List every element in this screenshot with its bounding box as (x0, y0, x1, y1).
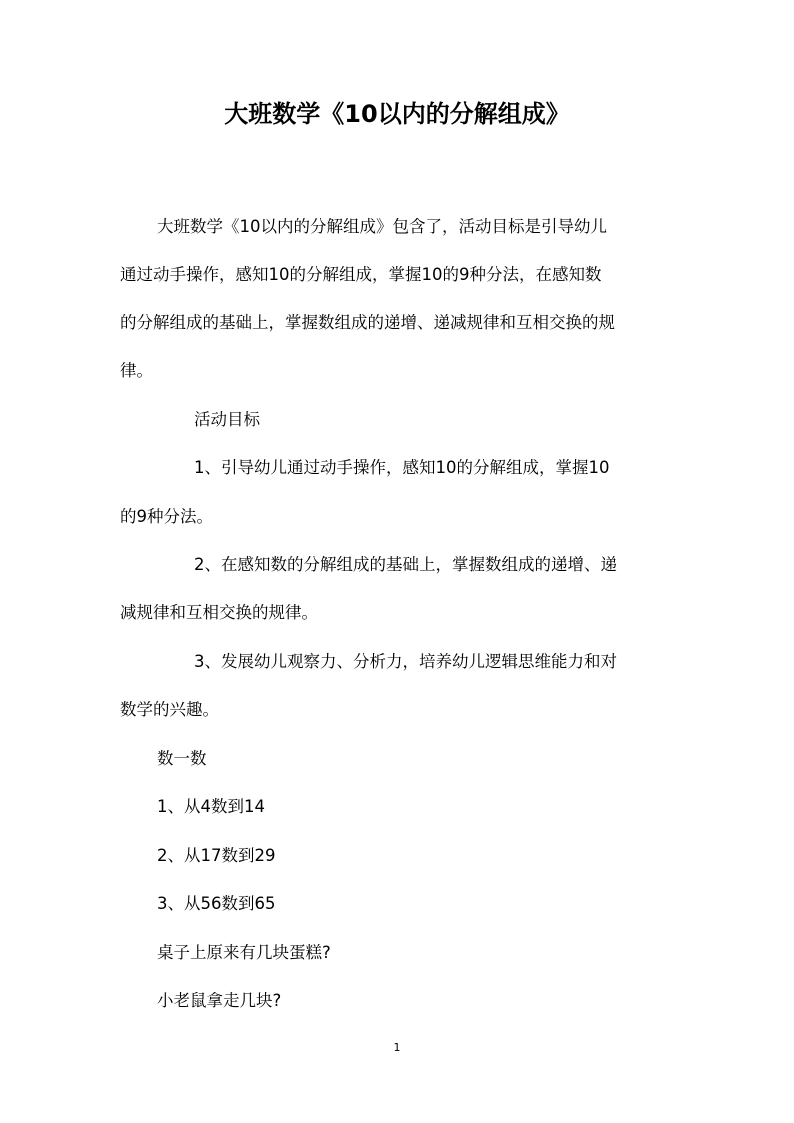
intro-line: 大班数学《10以内的分解组成》包含了，活动目标是引导幼儿 (157, 217, 607, 236)
goal-item-line: 的9种分法。 (120, 507, 213, 526)
goal-item-line: 数学的兴趣。 (120, 700, 219, 719)
question-line: 桌子上原来有几块蛋糕? (157, 943, 331, 962)
goal-item-line: 3、发展幼儿观察力、分析力，培养幼儿逻辑思维能力和对 (194, 652, 617, 671)
question-line: 小老鼠拿走几块? (157, 991, 282, 1010)
count-item: 3、从56数到65 (157, 894, 276, 913)
count-heading: 数一数 (157, 749, 207, 768)
goal-item-line: 减规律和互相交换的规律。 (120, 603, 318, 622)
goal-item-line: 1、引导幼儿通过动手操作，感知10的分解组成，掌握10 (194, 458, 610, 477)
document-title: 大班数学《10以内的分解组成》 (224, 100, 570, 128)
count-item: 2、从17数到29 (157, 846, 276, 865)
intro-line: 的分解组成的基础上，掌握数组成的递增、递减规律和互相交换的规 (120, 313, 615, 332)
goal-item-line: 2、在感知数的分解组成的基础上，掌握数组成的递增、递 (194, 555, 617, 574)
goals-heading: 活动目标 (194, 410, 260, 429)
count-item: 1、从4数到14 (157, 797, 265, 816)
intro-line: 律。 (120, 361, 153, 380)
intro-line: 通过动手操作，感知10的分解组成，掌握10的9种分法，在感知数 (120, 265, 602, 284)
page-number: 1 (393, 1041, 401, 1054)
